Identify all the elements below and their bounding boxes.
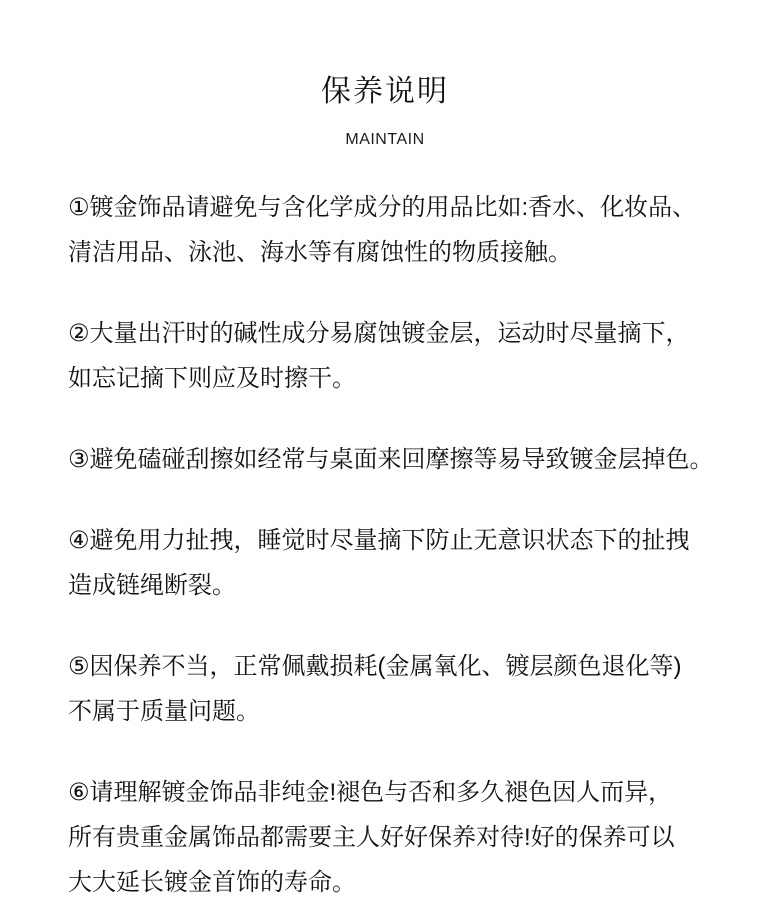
instruction-paragraph-3 xyxy=(68,437,736,482)
instruction-line: ①镀金饰品请避免与含化学成分的用品比如:香水、化妆品、 xyxy=(68,194,697,222)
care-instructions xyxy=(68,185,736,905)
instruction-paragraph-4 xyxy=(68,518,736,608)
instruction-line: ⑥请理解镀金饰品非纯金!褪色与否和多久褪色因人而异， xyxy=(68,779,673,807)
instruction-line: ④避免用力扯拽，睡觉时尽量摘下防止无意识状态下的扯拽 xyxy=(68,527,690,555)
instruction-paragraph-5 xyxy=(68,644,736,734)
instruction-line: ③避免磕碰刮擦如经常与桌面来回摩擦等易导致镀金层掉色。 xyxy=(68,446,714,474)
instruction-paragraph-2 xyxy=(68,311,736,401)
instruction-line: 不属于质量问题。 xyxy=(68,698,260,726)
instruction-line: 大大延长镀金首饰的寿命。 xyxy=(68,869,356,897)
instruction-line: 清洁用品、泳池、海水等有腐蚀性的物质接触。 xyxy=(68,239,572,267)
page-subtitle: MAINTAIN xyxy=(345,131,425,149)
page-header xyxy=(0,0,770,149)
page-title: 保养说明 xyxy=(321,75,449,109)
instruction-paragraph-6 xyxy=(68,770,736,905)
instruction-line: ②大量出汗时的碱性成分易腐蚀镀金层，运动时尽量摘下， xyxy=(68,320,690,348)
instruction-line: 所有贵重金属饰品都需要主人好好保养对待!好的保养可以 xyxy=(68,824,675,852)
instruction-line: ⑤因保养不当，正常佩戴损耗(金属氧化、镀层颜色退化等) xyxy=(68,653,682,681)
instruction-line: 如忘记摘下则应及时擦干。 xyxy=(68,365,356,393)
instruction-line: 造成链绳断裂。 xyxy=(68,572,236,600)
instruction-paragraph-1 xyxy=(68,185,736,275)
